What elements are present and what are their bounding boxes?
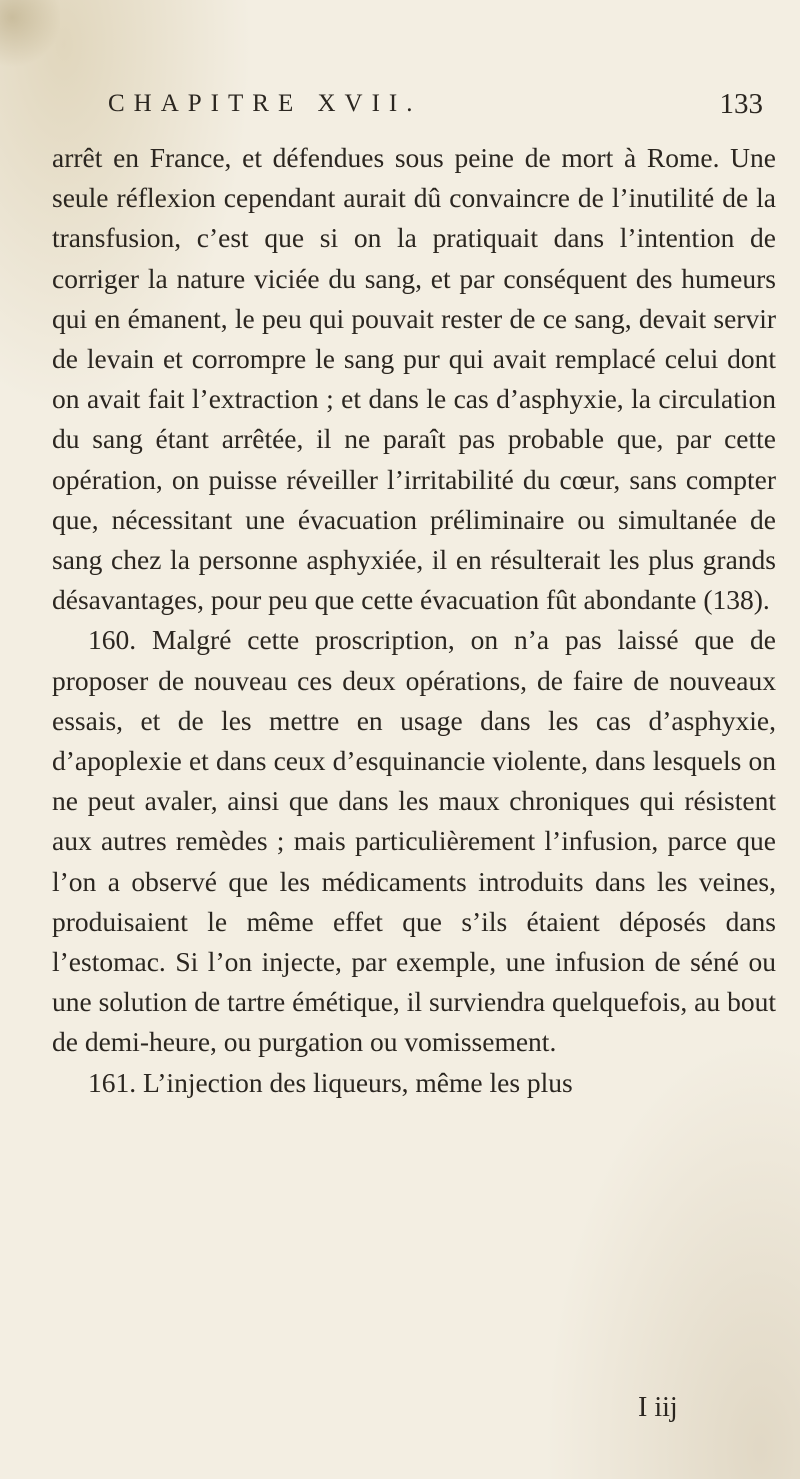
- chapter-heading: CHAPITRE XVII.: [108, 90, 422, 117]
- corner-stain: [0, 0, 60, 70]
- signature-mark: I iij: [638, 1392, 678, 1423]
- body-text: [52, 138, 776, 1103]
- paragraph-continuation: arrêt en France, et défendues sous peine de mort à Rome. Une seule réflexion cependant aurait dû convaincre de l’inutilité de la transfusion, c’est que si on la pratiquait dans l’intention de corriger la nature viciée du sang, et par conséquent des humeurs qui en émanent, le peu qui pouvait rester de ce sang, devait servir de levain et corrompre le sang pur qui avait remplacé celui dont on avait fait l’extraction ; et dans le cas d’asphyxie, la circulation du sang étant arrêtée, il ne paraît pas probable que, par cette opération, on puisse réveiller l’irritabilité du cœur, sans compter que, nécessitant une évacuation préliminaire ou simultanée de sang chez la personne asphyxiée, il en résulterait les plus grands désavantages, pour peu que cette évacuation fût abondante (138).: [52, 142, 776, 616]
- paragraph-160: 160. Malgré cette proscription, on n’a pas laissé que de proposer de nouveau ces deux opérations, de faire de nouveaux essais, et de les mettre en usage dans les cas d’asphyxie, d’apoplexie et dans ceux d’esquinancie violente, dans lesquels on ne peut avaler, ainsi que dans les maux chroniques qui résistent aux autres remèdes ; mais particulièrement l’infusion, parce que l’on a observé que les médicaments introduits dans les veines, produisaient le même effet que s’ils étaient déposés dans l’estomac. Si l’on injecte, par exemple, une infusion de séné ou une solution de tartre émétique, il surviendra quelquefois, au bout de demi-heure, ou purgation ou vomissement.: [52, 624, 776, 1058]
- page-number: 133: [719, 88, 763, 120]
- paragraph-161: 161. L’injection des liqueurs, même les plus: [88, 1066, 573, 1098]
- running-head: [108, 90, 763, 124]
